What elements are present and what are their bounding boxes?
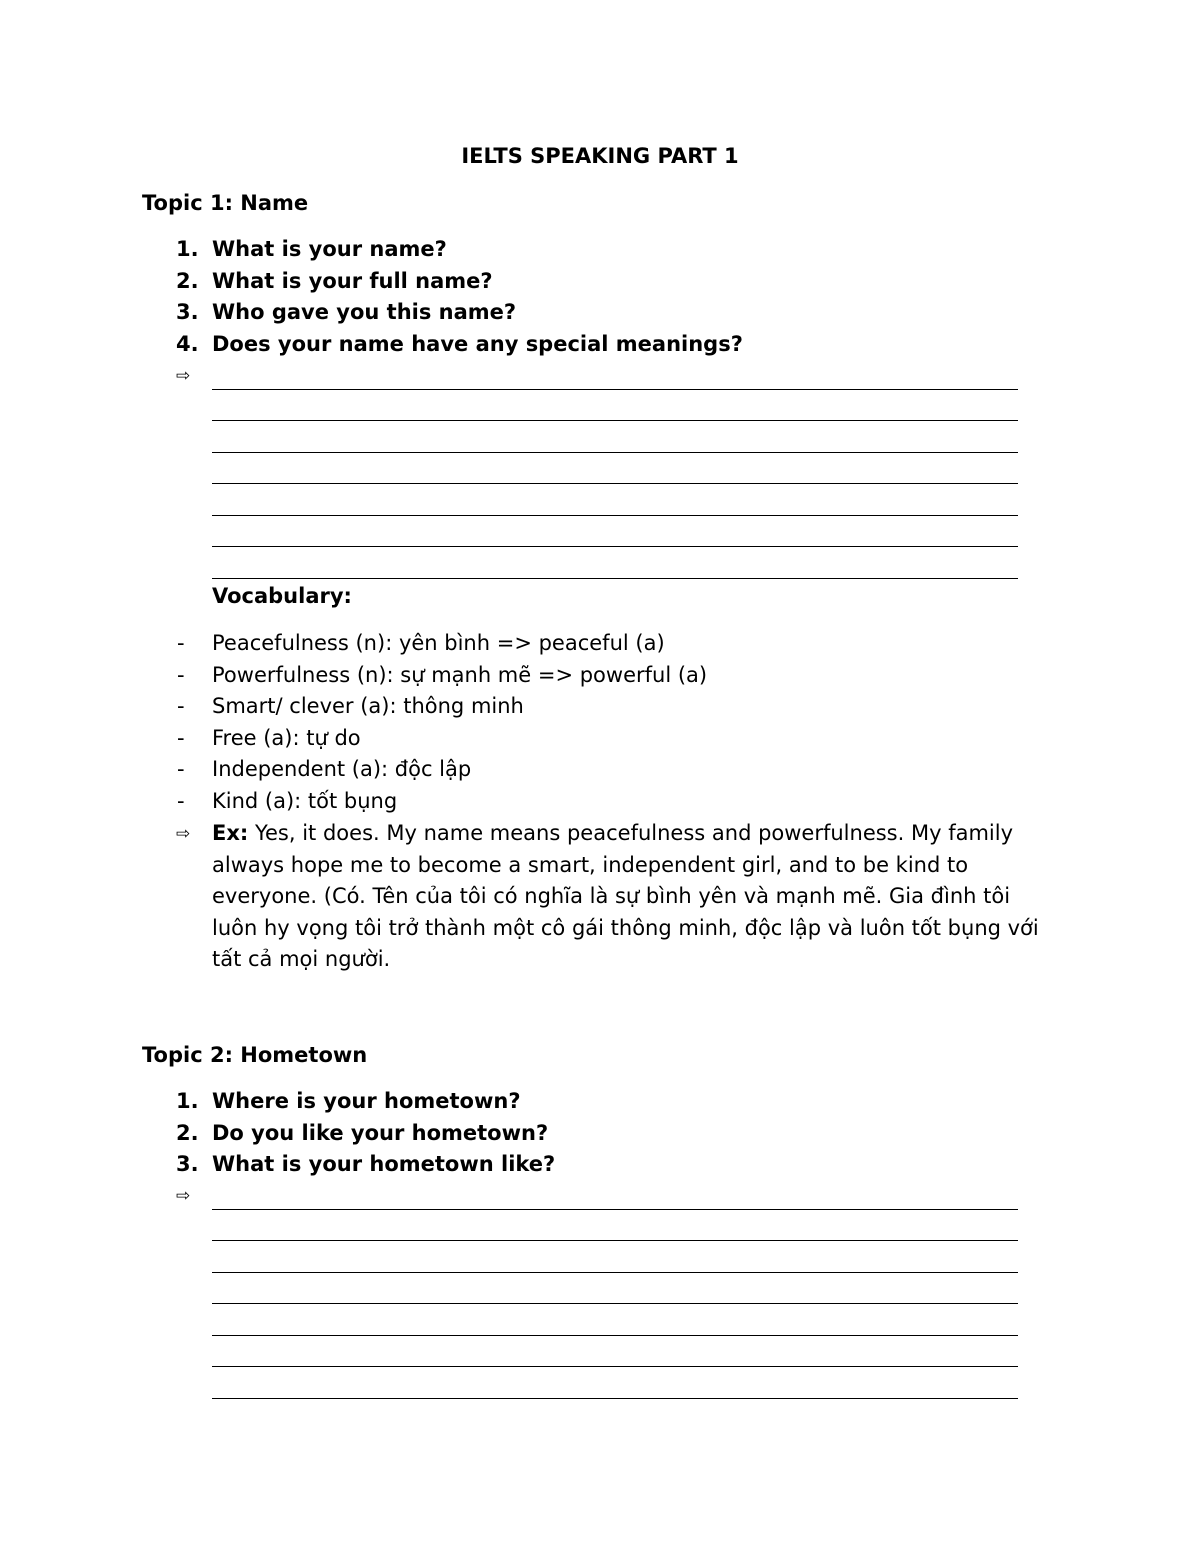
answer-arrow-icon: ⇨ xyxy=(176,1186,191,1206)
question-number: 2. xyxy=(176,1120,199,1145)
answer-line xyxy=(212,1210,1018,1242)
example-label: Ex: xyxy=(212,821,249,845)
question-number: 3. xyxy=(176,300,199,325)
vocabulary-text: Kind (a): tốt bụng xyxy=(212,788,398,813)
bullet-dash: - xyxy=(177,757,185,782)
vocabulary-text: Peacefulness (n): yên bình => peaceful (a) xyxy=(212,631,665,655)
vocabulary-text: Independent (a): độc lập xyxy=(212,757,472,782)
bullet-dash: - xyxy=(177,662,185,687)
question-number: 1. xyxy=(176,1089,199,1113)
answer-line xyxy=(212,1304,1018,1336)
bullet-dash: - xyxy=(177,788,185,813)
question-text: Does your name have any special meanings? xyxy=(212,332,743,357)
bullet-dash: - xyxy=(177,694,185,719)
topic-1-answer-lines xyxy=(212,358,1018,579)
vocabulary-heading: Vocabulary: xyxy=(212,584,352,608)
question-text: Where is your hometown? xyxy=(212,1089,521,1113)
question-text: What is your hometown like? xyxy=(212,1152,556,1177)
bullet-dash: - xyxy=(177,631,185,655)
answer-line xyxy=(212,1273,1018,1305)
answer-line xyxy=(212,390,1018,422)
answer-line xyxy=(212,421,1018,453)
answer-line xyxy=(212,1241,1018,1273)
example-text: Yes, it does. My name means peacefulness and powerfulness. My family always hope me to become a smart, independent girl, and to be kind to everyone. (Có. Tên của tôi có nghĩa là sự bình yên và mạnh mẽ. Gia đình tôi luôn hy vọng tôi trở thành một cô gái thông minh, độc lập và luôn tốt bụng với tất cả mọi người. xyxy=(212,821,1039,972)
example-paragraph xyxy=(212,818,1062,976)
answer-line xyxy=(212,453,1018,485)
topic-2-heading: Topic 2: Hometown xyxy=(142,1043,368,1067)
question-number: 4. xyxy=(176,332,199,357)
question-number: 1. xyxy=(176,237,199,261)
topic-2-answer-lines xyxy=(212,1178,1018,1399)
answer-line xyxy=(212,484,1018,516)
example-arrow-icon: ⇨ xyxy=(176,824,191,844)
document-title: IELTS SPEAKING PART 1 xyxy=(461,144,739,168)
answer-line xyxy=(212,1178,1018,1210)
answer-line xyxy=(212,1367,1018,1399)
topic-1-heading: Topic 1: Name xyxy=(142,191,309,215)
bullet-dash: - xyxy=(177,725,185,750)
answer-line xyxy=(212,358,1018,390)
answer-line xyxy=(212,547,1018,579)
question-text: Do you like your hometown? xyxy=(212,1120,549,1145)
vocabulary-text: Free (a): tự do xyxy=(212,725,361,750)
vocabulary-text: Powerfulness (n): sự mạnh mẽ => powerful (a) xyxy=(212,662,708,687)
question-text: What is your name? xyxy=(212,237,447,261)
answer-line xyxy=(212,1336,1018,1368)
question-number: 2. xyxy=(176,268,199,293)
question-text: Who gave you this name? xyxy=(212,300,517,325)
question-number: 3. xyxy=(176,1152,199,1177)
answer-line xyxy=(212,516,1018,548)
question-text: What is your full name? xyxy=(212,268,493,293)
vocabulary-text: Smart/ clever (a): thông minh xyxy=(212,694,524,719)
answer-arrow-icon: ⇨ xyxy=(176,366,191,386)
